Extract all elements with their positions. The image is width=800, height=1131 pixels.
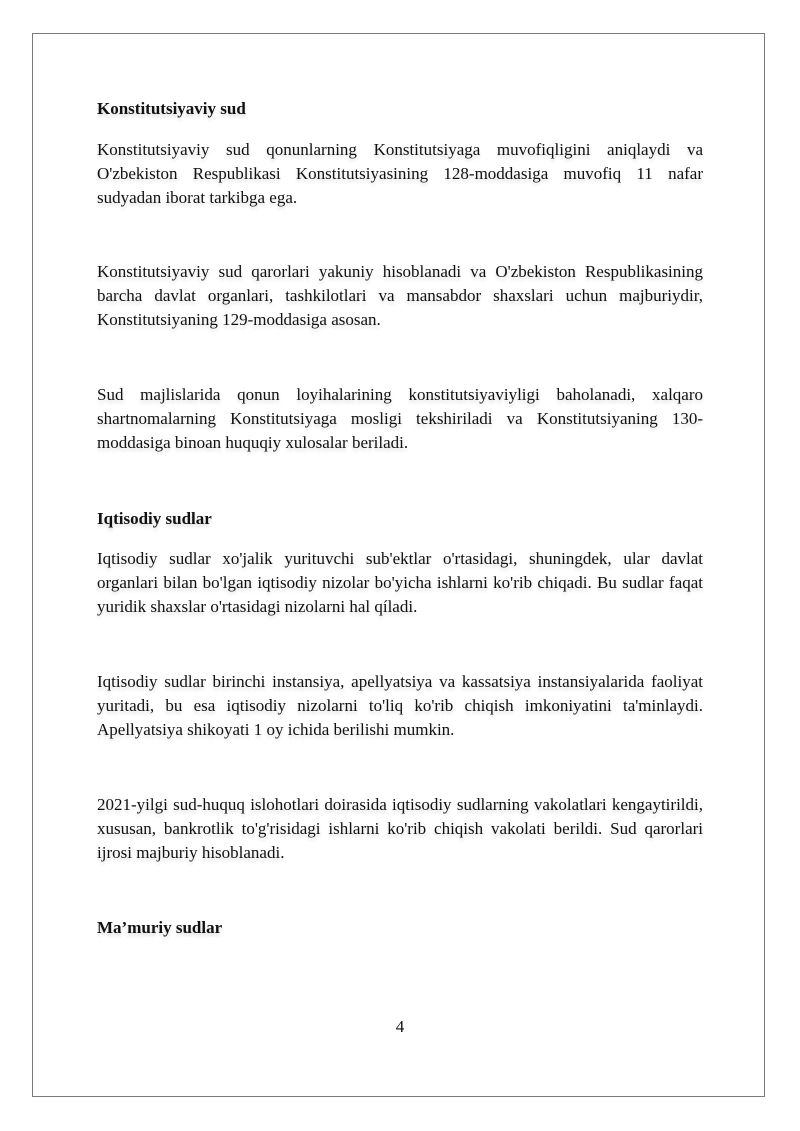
- paragraph: Sud majlislarida qonun loyihalarining konstitutsiyaviyligi baholanadi, xalqaro shartnomalarning Konstitutsiyaga mosligi tekshiriladi va Konstitutsiyaning 130-moddasiga binoan huquqiy xulosalar beriladi.: [97, 385, 703, 452]
- paragraph: Konstitutsiyaviy sud qonunlarning Konstitutsiyaga muvofiqligini aniqlaydi va O'zbekiston Respublikasi Konstitutsiyasining 128-moddasiga muvofiq 11 nafar sudyadan iborat tarkibga ega.: [97, 140, 703, 207]
- paragraph: Konstitutsiyaviy sud qarorlari yakuniy hisoblanadi va O'zbekiston Respublikasining barcha davlat organlari, tashkilotlari va mansabdor shaxslari uchun majburiydir, Konstitutsiyaning 129-moddasiga asosan.: [97, 262, 703, 329]
- page-number: 4: [395, 1017, 405, 1036]
- section-heading-konstitutsiyaviy-sud: Konstitutsiyaviy sud: [97, 99, 246, 118]
- paragraph: Iqtisodiy sudlar xo'jalik yurituvchi sub'ektlar o'rtasidagi, shuningdek, ular davlat organlari bilan bo'lgan iqtisodiy nizolar bo'yicha ishlarni ko'rib chiqadi. Bu sudlar faqat yuridik shaxslar o'rtasidagi nizolarni hal qíladi.: [97, 549, 703, 616]
- section-heading-iqtisodiy-sudlar: Iqtisodiy sudlar: [97, 509, 212, 528]
- paragraph: 2021-yilgi sud-huquq islohotlari doirasida iqtisodiy sudlarning vakolatlari kengaytirildi, xususan, bankrotlik to'g'risidagi ishlarni ko'rib chiqish vakolati berildi. Sud qarorlari ijrosi majburiy hisoblanadi.: [97, 795, 703, 862]
- paragraph: Iqtisodiy sudlar birinchi instansiya, apellyatsiya va kassatsiya instansiyalarida faoliyat yuritadi, bu esa iqtisodiy nizolarni to'liq ko'rib chiqish imkoniyatini ta'minlaydi. Apellyatsiya shikoyati 1 oy ichida berilishi mumkin.: [97, 672, 703, 739]
- section-heading-mamuriy-sudlar: Ma’muriy sudlar: [97, 918, 223, 937]
